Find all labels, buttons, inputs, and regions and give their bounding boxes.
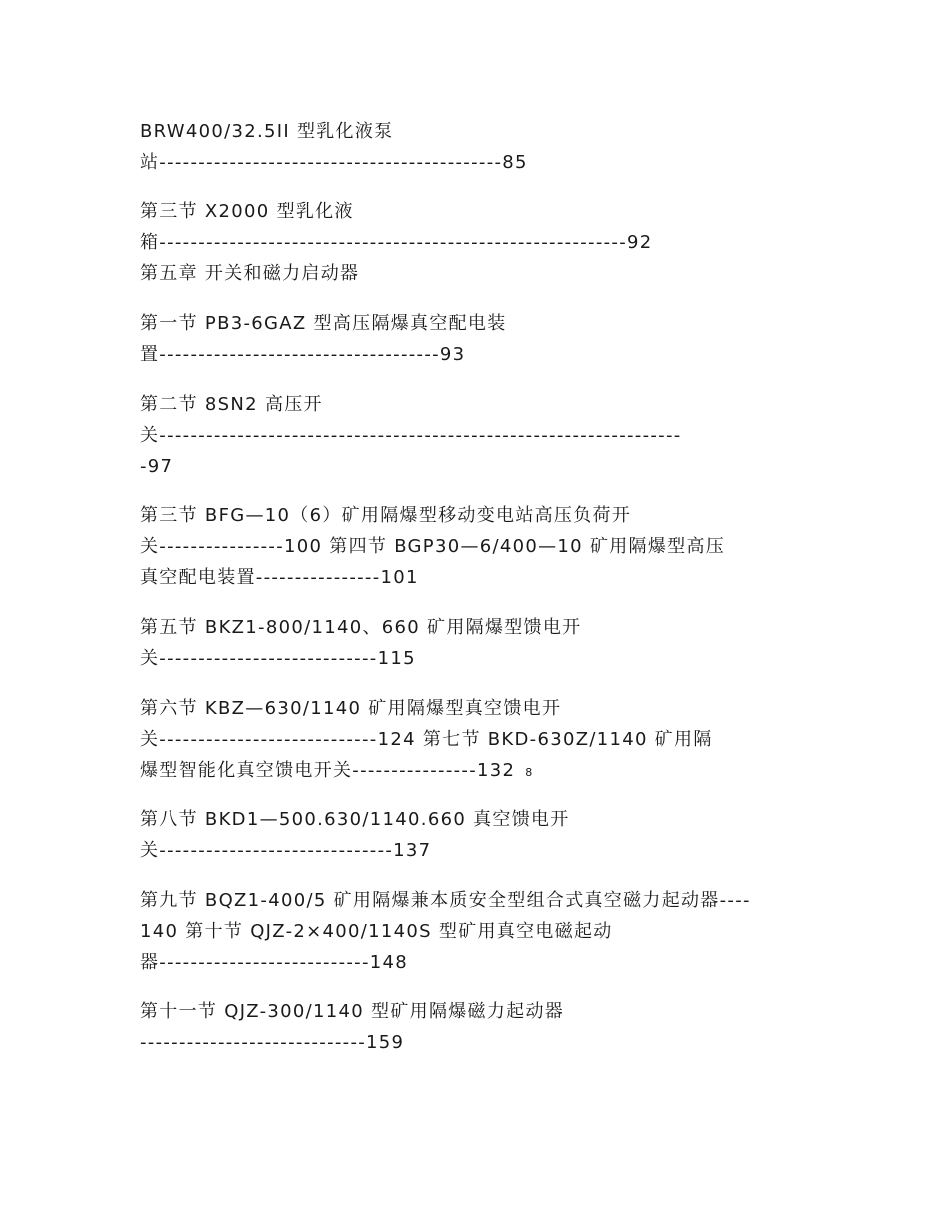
chapter-heading: 第五章 开关和磁力启动器 bbox=[140, 263, 360, 284]
toc-line: -----------------------------159 bbox=[140, 1032, 405, 1053]
toc-line: 第六节 KBZ—630/1140 矿用隔爆型真空馈电开 bbox=[140, 698, 562, 719]
toc-line: 140 第十节 QJZ-2×400/1140S 型矿用真空电磁起动 bbox=[140, 921, 613, 942]
toc-line: 箱------------------------------------------------------------92 bbox=[140, 232, 653, 253]
toc-line: 关----------------------------124 第七节 BKD-630Z/1140 矿用隔 bbox=[140, 729, 713, 750]
toc-line: 第二节 8SN2 高压开 bbox=[140, 394, 323, 415]
toc-line: 站--------------------------------------------85 bbox=[140, 152, 528, 173]
toc-line: 第十一节 QJZ-300/1140 型矿用隔爆磁力起动器 bbox=[140, 1001, 565, 1022]
toc-line: 器---------------------------148 bbox=[140, 952, 409, 973]
toc-line: 第三节 BFG—10（6）矿用隔爆型移动变电站高压负荷开 bbox=[140, 505, 632, 526]
toc-line bbox=[140, 759, 532, 785]
toc-line: 关------------------------------------------------------------------- bbox=[140, 425, 682, 446]
toc-line: 关------------------------------137 bbox=[140, 840, 432, 861]
toc-line: 关----------------------------115 bbox=[140, 648, 416, 669]
toc-line: 真空配电装置----------------101 bbox=[140, 567, 419, 588]
toc-line: 第九节 BQZ1-400/5 矿用隔爆兼本质安全型组合式真空磁力起动器---- bbox=[140, 890, 751, 911]
toc-line: -97 bbox=[140, 456, 174, 477]
toc-line: 第五节 BKZ1-800/1140、660 矿用隔爆型馈电开 bbox=[140, 617, 582, 638]
footnote-mark: 8 bbox=[525, 766, 533, 779]
toc-line: 第八节 BKD1—500.630/1140.660 真空馈电开 bbox=[140, 809, 570, 830]
toc-line-text: 爆型智能化真空馈电开关----------------132 bbox=[140, 760, 516, 781]
toc-line: 第三节 X2000 型乳化液 bbox=[140, 201, 354, 222]
toc-line: 第一节 PB3-6GAZ 型高压隔爆真空配电装 bbox=[140, 313, 507, 334]
toc-line: BRW400/32.5II 型乳化液泵 bbox=[140, 121, 394, 142]
toc-line: 关----------------100 第四节 BGP30—6/400—10 矿用隔爆型高压 bbox=[140, 536, 726, 557]
toc-line: 置------------------------------------93 bbox=[140, 344, 466, 365]
